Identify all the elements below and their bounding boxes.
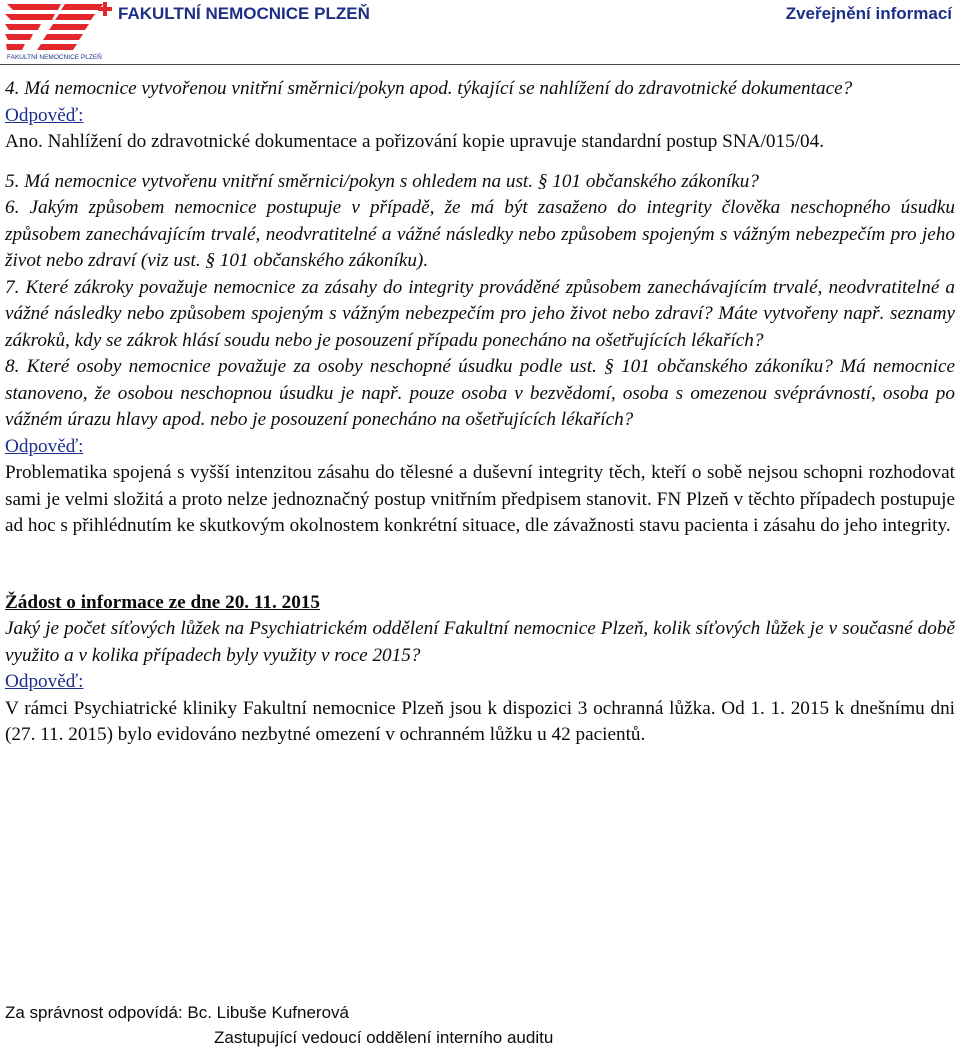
signature-block (5, 1000, 955, 1050)
responsible-role: Zastupující vedoucí oddělení interního auditu (214, 1028, 554, 1047)
page-header (0, 0, 960, 62)
fn-logo-graphic (3, 0, 120, 62)
logo-subtext: FAKULTNÍ NEMOCNICE PLZEŇ (7, 54, 102, 61)
responsible-person: Za správnost odpovídá: Bc. Libuše Kufnerová (5, 1003, 349, 1022)
answer-label: Odpověď: (5, 104, 84, 126)
answer-label: Odpověď: (5, 435, 84, 457)
question-6: 6. Jakým způsobem nemocnice postupuje v případě, že má být zasaženo do integrity člověka neschopného úsudku způsobem zanechávajícím trvalé, neodvratitelné a vážné následky nebo způsobem spojeným s vážným nebezpečím pro jeho život nebo zdraví (viz ust. § 101 občanského zákoníku). (5, 197, 955, 271)
answer-4: Ano. Nahlížení do zdravotnické dokumentace a pořizování kopie upravuje standardní postup SNA/015/04. (5, 131, 824, 152)
document-body (5, 76, 955, 749)
question-5: 5. Má nemocnice vytvořenu vnitřní směrnici/pokyn s ohledem na ust. § 101 občanského zákoníku? (5, 170, 759, 192)
question-4: 4. Má nemocnice vytvořenou vnitřní směrnici/pokyn apod. týkající se nahlížení do zdravotnické dokumentace? (5, 78, 853, 99)
question-8: 8. Které osoby nemocnice považuje za osoby neschopné úsudku podle ust. § 101 občanského zákoníku? Má nemocnice stanoveno, že osobou neschopnou úsudku je např. pouze osoba v bezvědomí, osoba s omezenou svéprávností, osoba po vážném úrazu hlavy apod. nebo je posouzení ponecháno na ošetřujících lékařích? (5, 356, 955, 430)
section-title: Zveřejnění informací (785, 4, 952, 23)
answer-5-8: Problematika spojená s vyšší intenzitou zásahu do tělesné a duševní integrity těch, kteří o sobě nejsou schopni rozhodovat sami je velmi složitá a proto nelze jednoznačný postup vnitřním předpisem stanovit. FN Plzeň v těchto případech postupuje ad hoc s přihlédnutím ke skutkovým okolnostem konkrétní situace, dle závažnosti stavu pacienta i zásahu do jeho integrity. (5, 462, 955, 536)
question-7: 7. Které zákroky považuje nemocnice za zásahy do integrity prováděné způsobem zanechávajícím trvalé, neodvratitelné a vážné následky nebo způsobem spojeným s vážným nebezpečím pro jeho život nebo zdraví? Máte vytvořeny např. seznamy zákroků, kdy se zákrok hlásí soudu nebo je posouzení případu ponecháno na ošetřujících lékařích? (5, 276, 955, 351)
hospital-name: FAKULTNÍ NEMOCNICE PLZEŇ (118, 4, 370, 23)
request-heading: Žádost o informace ze dne 20. 11. 2015 (5, 591, 320, 613)
request-answer: V rámci Psychiatrické kliniky Fakultní nemocnice Plzeň jsou k dispozici 3 ochranná lůžka. Od 1. 1. 2015 k dnešnímu dni (27. 11. 2015) bylo evidováno nezbytné omezení v ochranném lůžku u 42 pacientů. (5, 697, 955, 745)
header-divider (0, 64, 960, 65)
hospital-logo (3, 0, 120, 62)
answer-label: Odpověď: (5, 671, 84, 692)
request-question: Jaký je počet síťových lůžek na Psychiatrickém oddělení Fakultní nemocnice Plzeň, kolik síťových lůžek je v současné době využito a v kolika případech byly využity v roce 2015? (5, 618, 955, 666)
